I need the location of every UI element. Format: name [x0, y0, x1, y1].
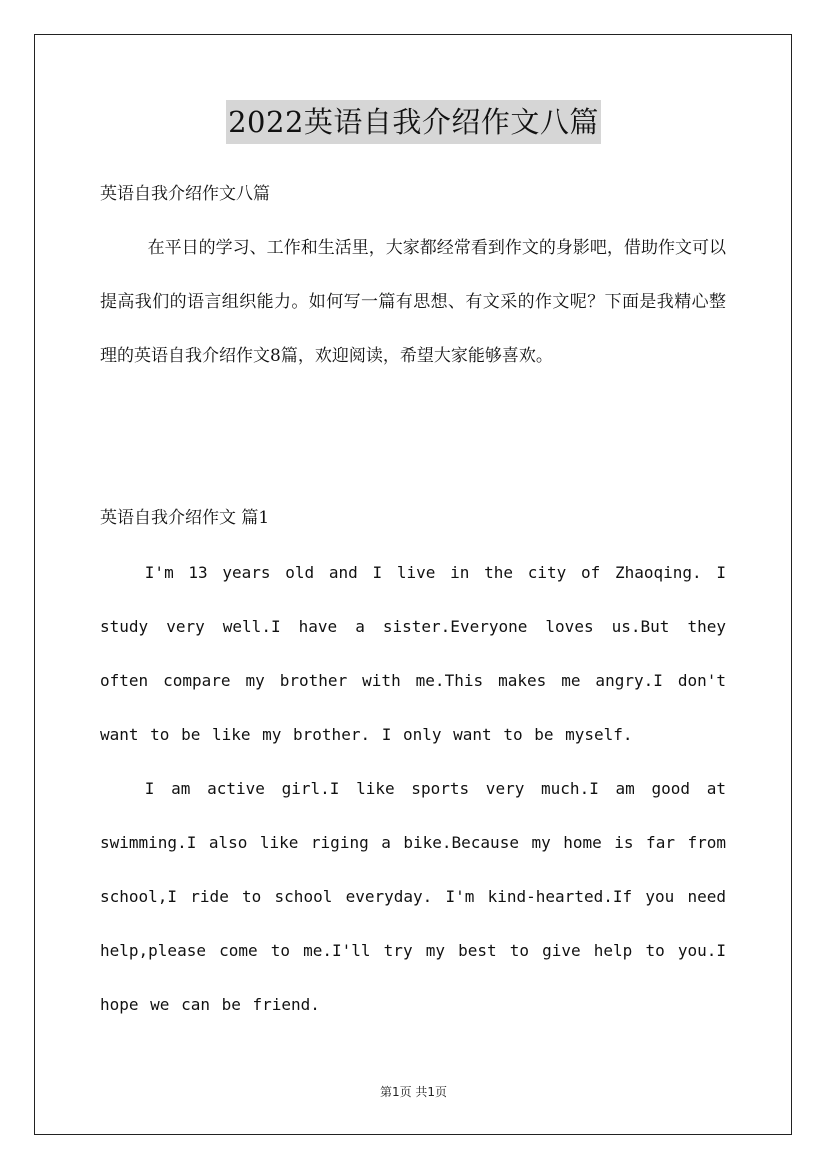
title-container	[0, 100, 827, 144]
body-paragraph-2: I am active girl.I like sports very much.I am good at swimming.I also like riging a bike.Because my home is far from school,I ride to school everyday. I'm kind-hearted.If you need help,please come to me.I'll try my best to give help to you.I hope we can be friend.	[100, 779, 726, 1014]
page-footer: 第1页 共1页	[379, 1085, 448, 1099]
intro-paragraph: 在平日的学习、工作和生活里，大家都经常看到作文的身影吧，借助作文可以提高我们的语言组织能力。如何写一篇有思想、有文采的作文呢？下面是我精心整理的英语自我介绍作文8篇，欢迎阅读，希望大家能够喜欢。	[100, 238, 726, 366]
section-heading: 英语自我介绍作文 篇1	[100, 508, 270, 528]
body-paragraph-1: I'm 13 years old and I live in the city of Zhaoqing. I study very well.I have a sister.Everyone loves us.But they often compare my brother with me.This makes me angry.I don't want to be like my brother. I only want to be myself.	[100, 563, 726, 744]
document-subtitle: 英语自我介绍作文八篇	[100, 184, 270, 204]
document-title: 2022英语自我介绍作文八篇	[226, 100, 601, 144]
